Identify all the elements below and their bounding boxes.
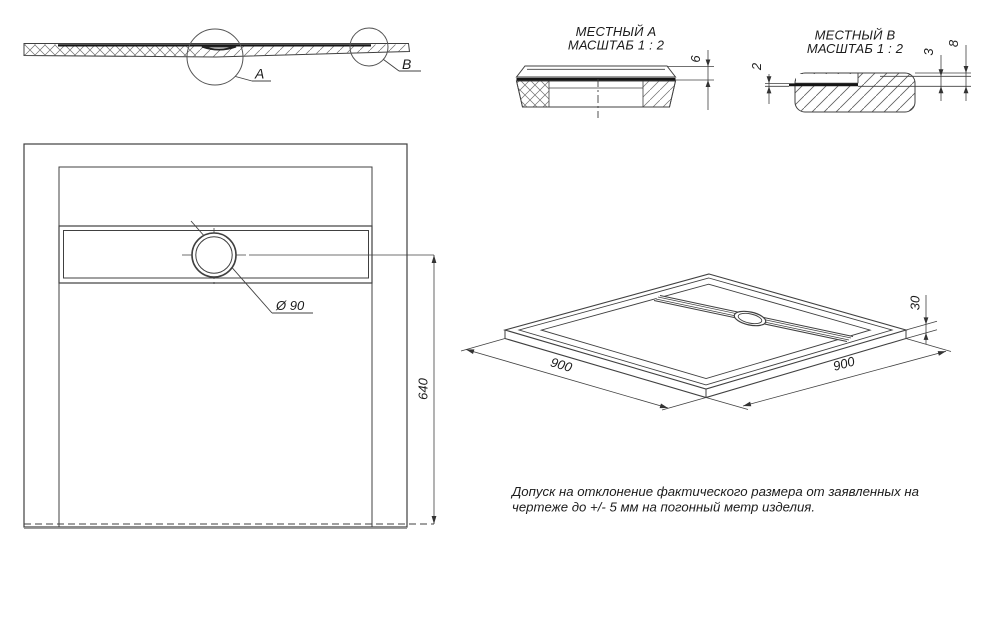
detail-b-dim-8: 8: [946, 39, 961, 48]
dim-30: [906, 295, 937, 344]
section-view: [24, 28, 421, 85]
detail-a-dim-6: 6: [688, 55, 703, 63]
detail-b-scale: МАСШТАБ 1 : 2: [806, 41, 904, 56]
dim-8: [946, 39, 968, 101]
iso-dim-30: 30: [907, 295, 923, 311]
detail-view-a: [517, 23, 715, 118]
detail-b-dim-2: 2: [749, 62, 764, 71]
tolerance-note: [510, 484, 919, 515]
leader-a: [236, 77, 253, 82]
section-label-b: B: [402, 56, 412, 72]
iso-dim-900-right: 900: [831, 353, 857, 374]
drain-circle-outer: [192, 233, 236, 277]
section-label-a: A: [255, 65, 265, 82]
detail-b-title: МЕСТНЫЙ В: [814, 27, 896, 43]
note-line-2: чертеже до +/- 5 мм на погонный метр изделия.: [512, 499, 815, 515]
drain-diameter-label: Ø 90: [276, 298, 305, 313]
detail-a-title: МЕСТНЫЙ А: [575, 24, 657, 39]
tray-outer-edge: [24, 144, 407, 527]
detail-view-b: [749, 27, 971, 113]
front-dim-640: 640: [415, 378, 431, 400]
dim-3: [921, 48, 943, 101]
iso-view: [461, 274, 951, 410]
iso-dim-900-left: 900: [548, 354, 574, 375]
detail-a-scale: МАСШТАБ 1 : 2: [567, 37, 665, 53]
detail-b-dim-3: 3: [921, 48, 936, 56]
detail-a-cover: [517, 66, 676, 77]
leader-b: [384, 60, 400, 72]
note-line-1: Допуск на отклонение фактического размера от заявленных на: [512, 484, 919, 499]
front-view: [24, 144, 436, 529]
